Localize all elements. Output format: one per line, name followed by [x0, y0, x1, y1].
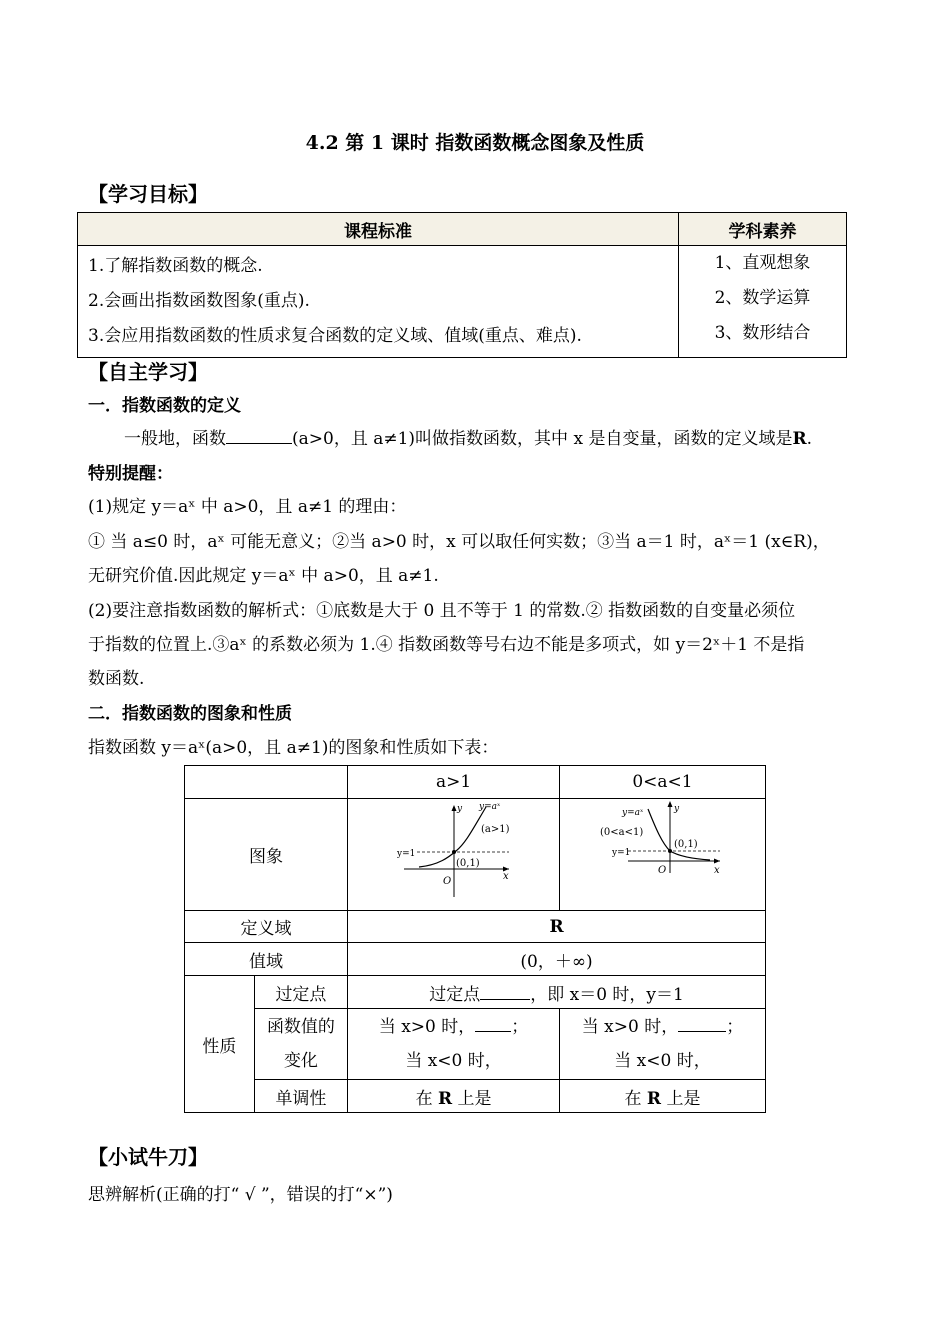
definition-end: . — [806, 429, 812, 449]
definition-R: R — [792, 429, 807, 449]
reminder-line-1: (1)规定 y＝aˣ 中 a>0，且 a≠1 的理由： — [88, 497, 407, 517]
part1-heading: 一．指数函数的定义 — [88, 396, 241, 416]
monotonicity-gt1 — [348, 1080, 560, 1113]
gt1-x-pos-blank — [475, 1017, 511, 1032]
graph-a-lt1 — [560, 799, 765, 905]
definition-text-mid: (a>0，且 a≠1)叫做指数函数，其中 x 是自变量，函数的定义域是 — [292, 429, 793, 449]
monotonicity-lt1 — [560, 1080, 766, 1113]
origin-label: O — [443, 876, 452, 887]
fixed-point-label: 过定点 — [254, 976, 347, 1009]
point-label: (0,1) — [456, 858, 480, 869]
lt1-x-neg: 当 x<0 时， — [614, 1051, 711, 1071]
fixed-point-cell — [348, 976, 766, 1009]
graph-cell-lt1 — [560, 799, 766, 911]
literacy-item: 2、数学运算 — [714, 288, 811, 308]
col-a-gt1: a>1 — [348, 766, 560, 799]
origin-label: O — [658, 865, 667, 876]
range-value: (0，＋∞) — [348, 943, 766, 976]
lt1-x-pos-blank — [678, 1017, 726, 1032]
graph-cell-gt1 — [348, 799, 560, 911]
section-goals: 【学习目标】 — [88, 182, 208, 206]
reminder-line-6: 数函数. — [88, 669, 145, 689]
col-a-lt1: 0<a<1 — [560, 766, 766, 799]
mono-pre: 在 — [624, 1088, 642, 1109]
section-self-study: 【自主学习】 — [88, 360, 208, 384]
mono-pre: 在 — [415, 1088, 433, 1109]
try-instructions: 思辨解析(正确的打“ √ ”，错误的打“×”) — [88, 1185, 393, 1205]
standard-item: 3.会应用指数函数的性质求复合函数的定义域、值域(重点、难点). — [88, 326, 582, 346]
condition-label: (0<a<1) — [600, 827, 644, 838]
page-title: 4.2 第 1 课时 指数函数概念图象及性质 — [305, 132, 645, 154]
y-axis-label: y — [674, 804, 680, 814]
mono-post: 上是 — [666, 1088, 701, 1109]
property-table — [184, 765, 766, 1113]
reminder-line-3: 无研究价值.因此规定 y＝aˣ 中 a>0，且 a≠1. — [88, 566, 439, 586]
mono-post: 上是 — [457, 1088, 492, 1109]
value-change-gt1 — [348, 1009, 560, 1080]
value-change-lt1 — [560, 1009, 766, 1080]
value-change-label — [254, 1009, 347, 1080]
condition-label: (a>1) — [481, 824, 510, 835]
gt1-semicolon: ； — [511, 1017, 529, 1037]
literacy-item: 3、数形结合 — [714, 323, 811, 343]
mono-R: R — [437, 1088, 453, 1109]
y-axis-arrow — [452, 805, 457, 811]
exp-curve-lt1 — [648, 809, 710, 860]
standard-item: 1.了解指数函数的概念. — [88, 256, 263, 276]
reminder-line-2: ① 当 a≤0 时，aˣ 可能无意义；②当 a>0 时，x 可以取任何实数；③当 a＝1 时，aˣ＝1 (x∈R)， — [88, 532, 830, 552]
y-axis-arrow — [668, 801, 673, 807]
graph-a-gt1 — [349, 799, 558, 905]
y1-label: y=1 — [397, 849, 416, 859]
part2-intro: 指数函数 y＝aˣ(a>0，且 a≠1)的图象和性质如下表： — [88, 738, 499, 758]
section-try: 【小试牛刀】 — [88, 1145, 208, 1169]
point-label: (0,1) — [674, 839, 698, 850]
x-axis-label: x — [503, 871, 509, 882]
value-change-label-2: 变化 — [283, 1051, 318, 1071]
gt1-x-neg: 当 x<0 时， — [405, 1051, 502, 1071]
reminder-line-5: 于指数的位置上.③aˣ 的系数必须为 1.④ 指数函数等号右边不能是多项式，如 y＝2ˣ＋1 不是指 — [88, 635, 805, 655]
goal-header-standard: 课程标准 — [78, 213, 679, 246]
gt1-x-pos: 当 x>0 时， — [378, 1017, 476, 1037]
fixed-point-blank — [480, 985, 530, 1000]
standard-item: 2.会画出指数函数图象(重点). — [88, 291, 310, 311]
value-change-label-1: 函数值的 — [266, 1017, 335, 1037]
definition-line — [124, 424, 812, 449]
literacy-item: 1、直观想象 — [714, 253, 811, 273]
y1-label: y=1 — [612, 848, 631, 858]
fixed-point-dot — [668, 849, 672, 853]
goal-header-literacy: 学科素养 — [679, 213, 847, 246]
lt1-semicolon: ； — [726, 1017, 744, 1037]
curve-label: y=aˣ — [479, 802, 501, 812]
goal-literacy-cell — [679, 246, 847, 358]
prop-corner — [185, 766, 348, 799]
goal-standards-cell — [78, 246, 679, 358]
goal-table — [77, 212, 847, 358]
property-label: 性质 — [185, 976, 255, 1113]
fixed-point-dot — [452, 850, 456, 854]
y-axis-label: y — [457, 804, 463, 814]
domain-label: 定义域 — [185, 911, 348, 943]
curve-label: y=aˣ — [622, 808, 644, 818]
definition-blank — [226, 429, 292, 444]
fixed-point-post: ，即 x＝0 时，y＝1 — [530, 984, 684, 1005]
definition-text: 一般地，函数 — [124, 429, 226, 449]
fixed-point-text: 过定点 — [429, 984, 481, 1005]
reminder-line-4: (2)要注意指数函数的解析式：①底数是大于 0 且不等于 1 的常数.② 指数函数的自变量必须位 — [88, 601, 796, 621]
x-axis-arrow — [714, 859, 720, 864]
x-axis-label: x — [714, 865, 720, 876]
graph-label: 图象 — [185, 799, 348, 911]
lt1-x-pos: 当 x>0 时， — [581, 1017, 679, 1037]
monotonicity-label: 单调性 — [254, 1080, 347, 1113]
range-label: 值域 — [185, 943, 348, 976]
mono-R: R — [646, 1088, 662, 1109]
reminder-label: 特别提醒： — [88, 464, 173, 484]
part2-heading: 二．指数函数的图象和性质 — [88, 704, 292, 724]
domain-value: R — [348, 911, 766, 943]
